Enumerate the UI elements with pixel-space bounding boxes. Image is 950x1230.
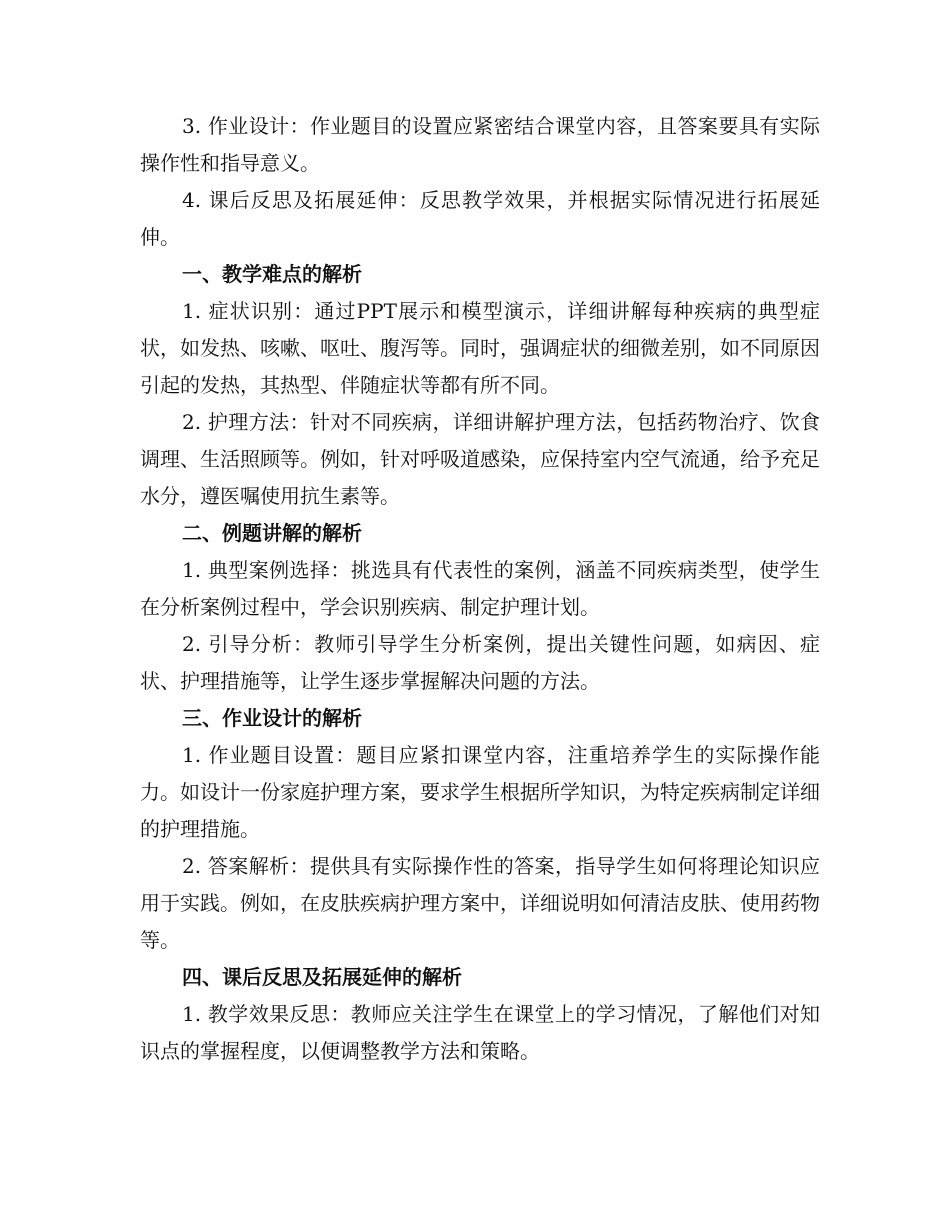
paragraph-case-selection: 1. 典型案例选择：挑选具有代表性的案例，涵盖不同疾病类型，使学生在分析案例过程中，学会识别疾病、制定护理计划。	[140, 558, 820, 619]
section-heading-example-explanation: 二、例题讲解的解析	[182, 521, 362, 545]
paragraph-homework-design: 3. 作业设计：作业题目的设置应紧密结合课堂内容，且答案要具有实际操作性和指导意义。	[140, 114, 820, 175]
paragraph-symptom-recognition: 1. 症状识别：通过PPT展示和模型演示，详细讲解每种疾病的典型症状，如发热、咳嗽、呕吐、腹泻等。同时，强调症状的细微差别，如不同原因引起的发热，其热型、伴随症状等都有所不同。	[140, 299, 820, 397]
paragraph-answer-analysis: 2. 答案解析：提供具有实际操作性的答案，指导学生如何将理论知识应用于实践。例如，在皮肤疾病护理方案中，详细说明如何清洁皮肤、使用药物等。	[140, 854, 820, 952]
paragraph-nursing-methods: 2. 护理方法：针对不同疾病，详细讲解护理方法，包括药物治疗、饮食调理、生活照顾等。例如，针对呼吸道感染，应保持室内空气流通，给予充足水分，遵医嘱使用抗生素等。	[140, 410, 820, 508]
section-heading-teaching-difficulties: 一、教学难点的解析	[182, 262, 362, 286]
section-heading-homework-analysis: 三、作业设计的解析	[182, 706, 362, 730]
paragraph-homework-setting: 1. 作业题目设置：题目应紧扣课堂内容，注重培养学生的实际操作能力。如设计一份家庭护理方案，要求学生根据所学知识，为特定疾病制定详细的护理措施。	[140, 743, 820, 841]
paragraph-teaching-reflection: 1. 教学效果反思：教师应关注学生在课堂上的学习情况，了解他们对知识点的掌握程度，以便调整教学方法和策略。	[140, 1002, 820, 1063]
section-heading-reflection-analysis: 四、课后反思及拓展延伸的解析	[182, 965, 462, 989]
paragraph-guided-analysis: 2. 引导分析：教师引导学生分析案例，提出关键性问题，如病因、症状、护理措施等，让学生逐步掌握解决问题的方法。	[140, 632, 820, 693]
document-body	[140, 108, 820, 1070]
paragraph-reflection-extension: 4. 课后反思及拓展延伸：反思教学效果，并根据实际情况进行拓展延伸。	[140, 188, 820, 249]
